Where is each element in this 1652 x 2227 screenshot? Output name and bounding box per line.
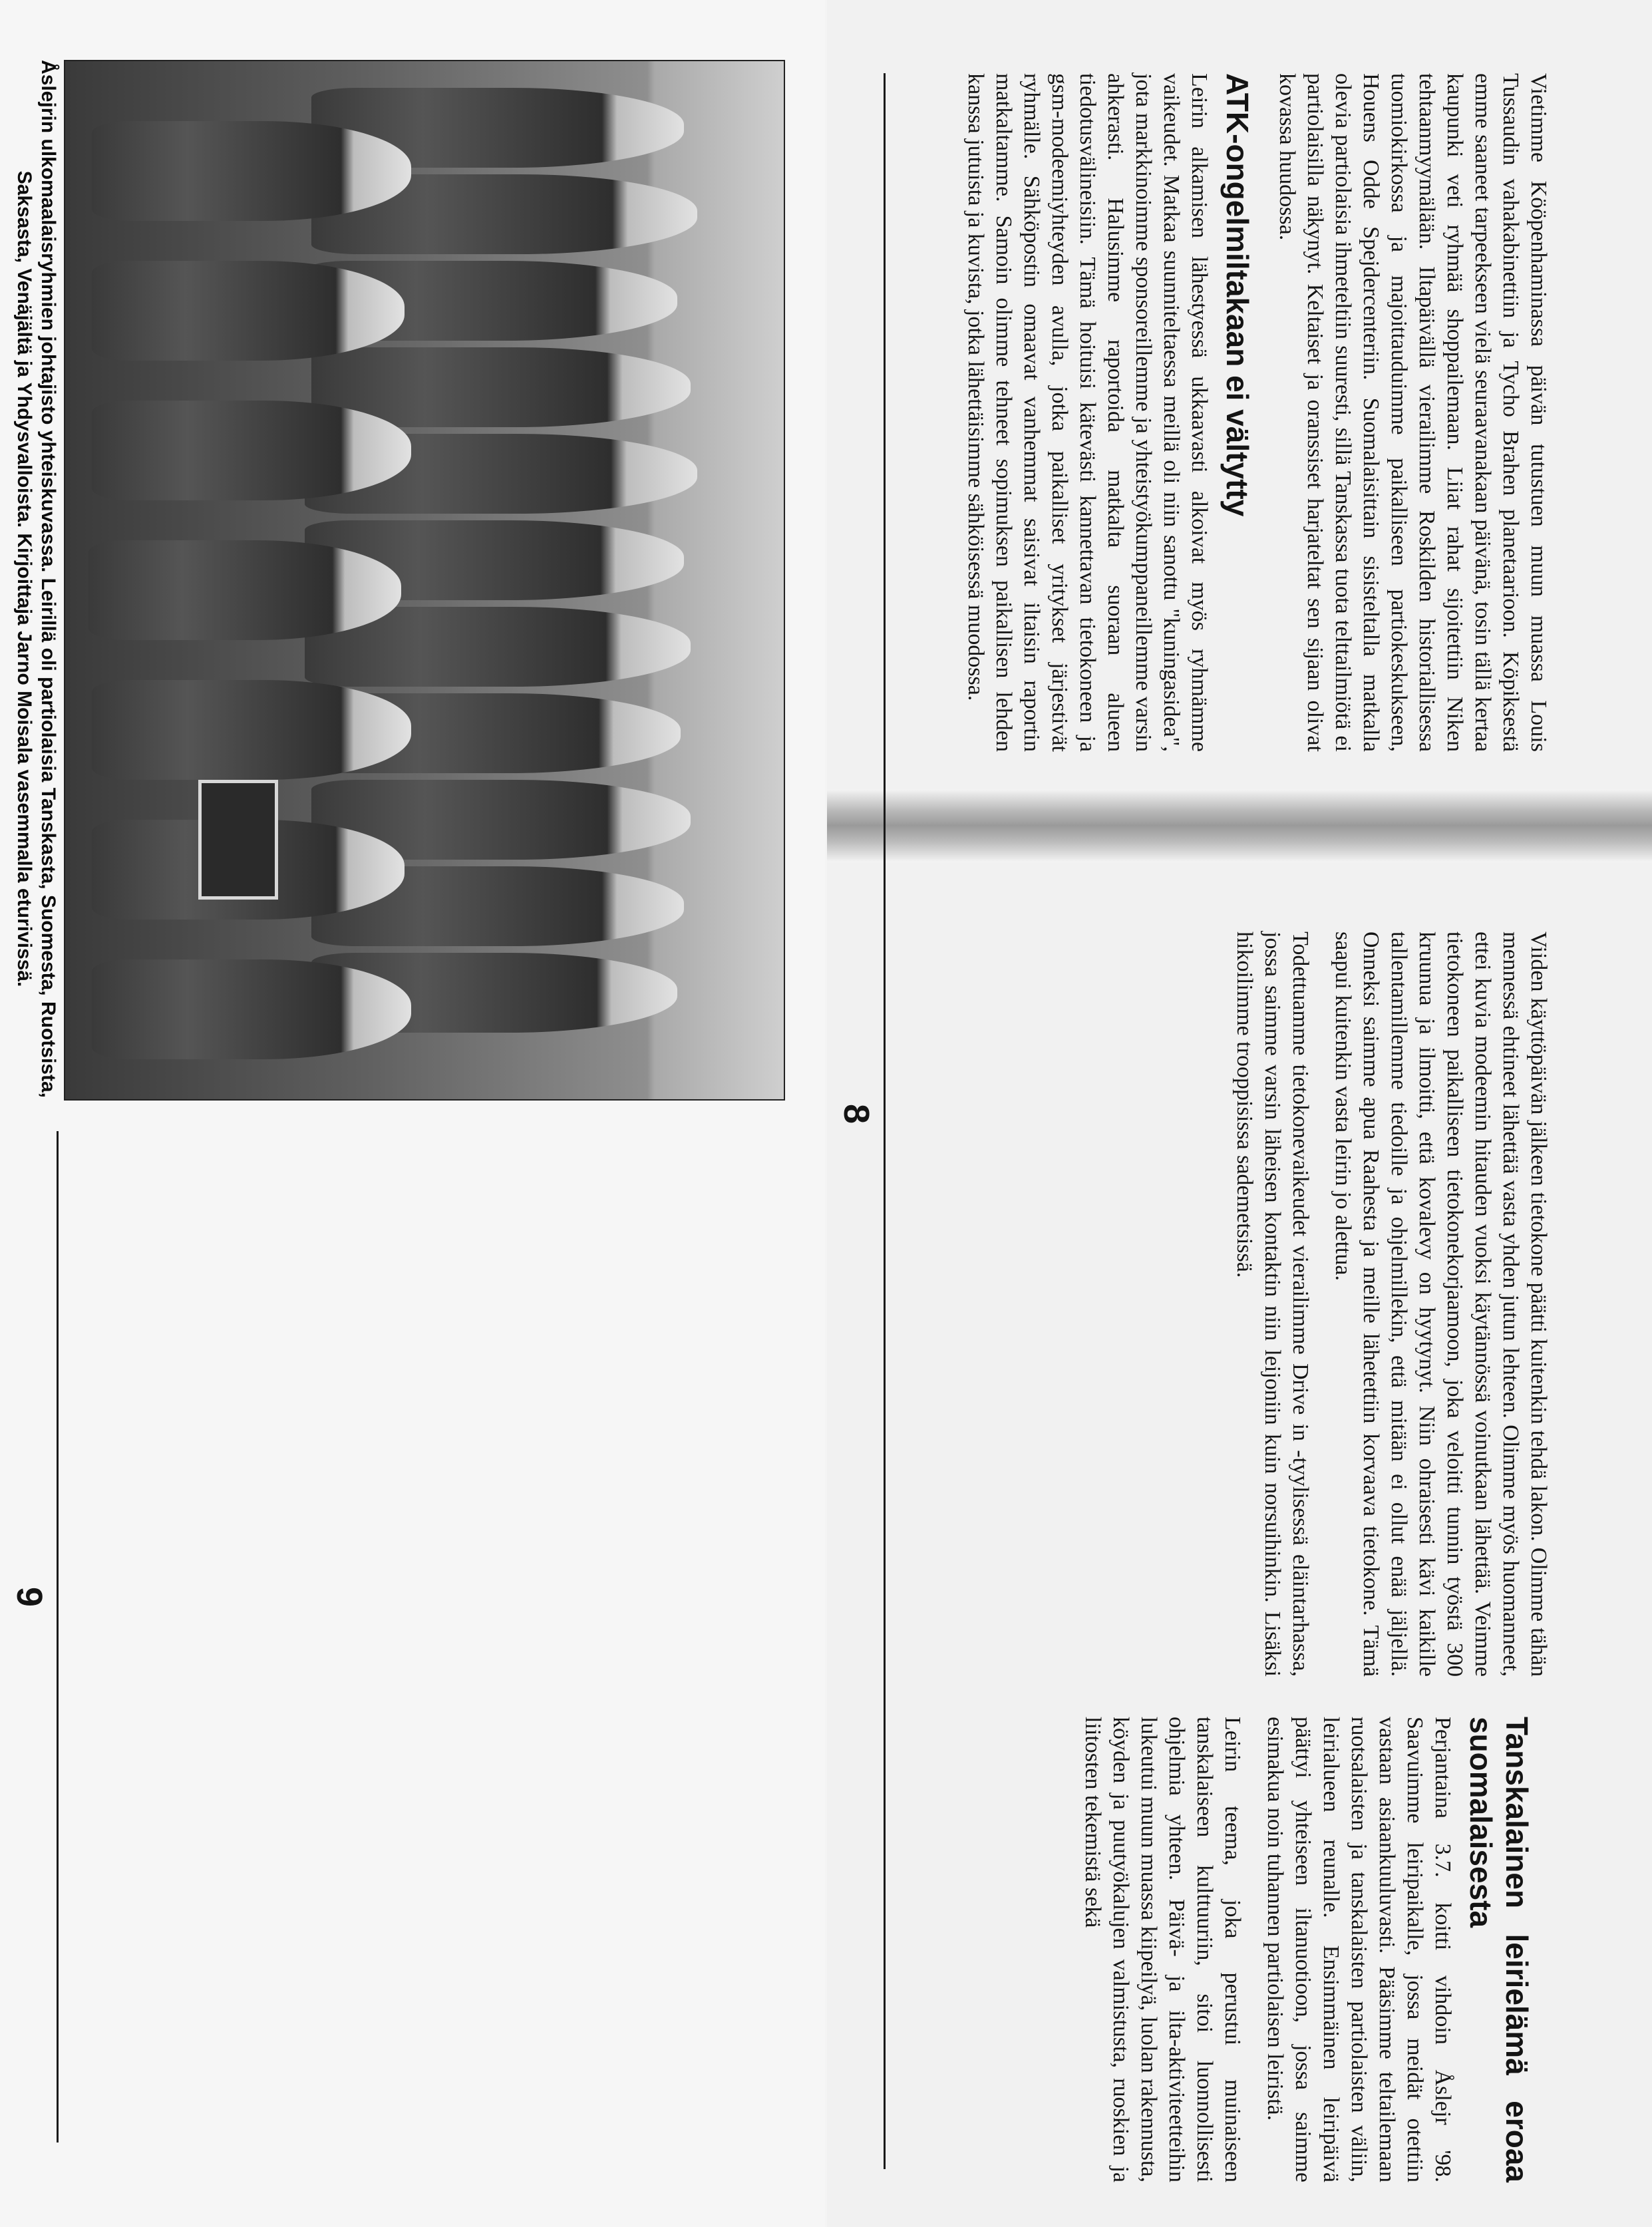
section-1-paragraph-3: Todettuamme tietokonevaikeudet vierailimme Drive in -tyylisessä eläintarhassa, jossa saimme varsin läheisen kontaktin niin leijoniin kuin norsuihinkin. Lisäksi hikoilimme trooppisissa sademetsissä. [1232,932,1313,1677]
section-heading-atk: ATK-ongelmiltakaan ei vältytty [1220,73,1255,517]
photo-caption: Åslejrin ulkomaalaisryhmien johtajisto yhteiskuvassa. Leirillä oli partiolaisia Tanskasta, Suomesta, Ruotsista, Saksasta, Venäjältä ja Yhdysvalloista. Kirjoittaja Jarno Moisala vasemmalla eturivissä. [13,60,59,1098]
photo-person [92,121,411,221]
intro-paragraph: Vietimme Kööpenhaminassa päivän tutustuen muun muassa Louis Tussaudin vahakabinettiin ja Tycho Brahen planetaarioon. Köpiksestä emme saaneet tarpeekseen vielä seuraavanakaan päivänä, tosin tällä kertaa kaupunki veti ryhmää shoppailemaan. Liiat rahat sijoitettiin Niken tehtaanmyymälään. Iltapäivällä vierailimme Roskilden historiallisessa tuomiokirkossa ja majoittauduimme paikalliseen partiokeskukseen, Houens Odde Spejdercenteriin. Suomalaisittain sisisteltalla matkalla olevia partiolaisia ihmeteltiin suuresti, sillä Tanskassa tuota telttailmiötä ei partiolaisilla näkynyt. Keltaiset ja oranssiset harjateltat sen sijaan olivat kovassa huudossa. [1275,73,1551,752]
photo-person [92,401,411,500]
page-8-column-1 [947,73,1552,752]
photo-sign-board [198,780,278,900]
section-2-paragraph-2: Leirin teema, joka perustui muinaiseen tanskalaiseen kulttuuriin, sitoi luonnollisesti ohjelmia yhteen. Päivä- ja ilta-aktiviteetteihin lukeutui muun muassa kiipeilyä, luolan rakennusta, köyden ja puutyökalujen valmistusta, ruoskien ja liitosten tekemistä sekä [1080,1717,1245,2182]
photo-person [92,959,411,1059]
section-1-paragraph-2: Viiden käyttöpäivän jälkeen tietokone päätti kuitenkin tehdä lakon. Olimme tähän mennessä ehtineet lähettää vasta yhden jutun lehteen. Olimme myös huomanneet, ettei kuvia modeemin hitauden vuoksi käytännössä voinutkaan lähettää. Veimme tietokoneen paikalliseen tietokonekorjaamoon, joka veloitti tunnin työstä 300 kruunua ja ilmoitti, että kovalevy on hyytynyt. Niin ohraisesti kävi kaikille tallentamillemme tiedoille ja ohjelmillekin, että mitään ei ollut enää jäljellä. Onneksi saimme apua Raahesta ja meille lähetettiin korvaava tietokone. Tämä saapui kuitenkin vasta leirin jo alettua. [1331,932,1551,1677]
section-heading-tanska: Tanskalainen leirielämä eroaa suomalaisesta [1464,1717,1534,2182]
page-8-column-2 [1216,932,1552,1677]
photo-person [92,261,405,361]
page-9-footer-rule [57,1131,59,2142]
group-photo [64,60,785,1101]
page-number-9: 9 [9,1586,49,1608]
binding-gutter [827,789,1652,862]
page-number-8: 8 [836,1103,876,1124]
page-9 [0,0,825,2227]
section-1-paragraph-1: Leirin alkamisen lähestyessä ukkaavasti alkoivat myös ryhmämme vaikeudet. Matkaa suunniteltaessa meillä oli niin sanottu "kuningasidea", jota markkinoimme sponsoreillemme ja yhteistyökumppaneillemme varsin ahkerasti. Halusimme raportoida matkalta suoraan alueen tiedotusvälineisiin. Tämä hoituisi kätevästi kannettavan tietokoneen ja gsm-modeemiyhteyden avulla, jotka paikalliset yritykset järjestivät ryhmälle. Sähköpostin omaavat vanhemmat saisivat iltaisin raportin matkaltamme. Samoin olimme tehneet sopimuksen paikallisen lehden kanssa jutuista ja kuvista, jotka lähettäisimme sähköisessä muodossa. [963,73,1212,752]
page-8-footer-rule [884,73,886,2169]
section-2-paragraph-1: Perjantaina 3.7. koitti vihdoin Åslejr '98. Saavuimme leiripaikalle, jossa meidät otettiin vastaan asiaankuuluvasti. Pääsimme teltailemaan ruotsalaisten ja tanskalaisten partiolaisten väliin, leirialueen reunalle. Ensimmäinen leiripäivä päättyi yhteiseen iltanuotioon, jossa saimme esimakua noin tuhannen partiolaisen leiristä. [1263,1717,1455,2182]
page-8 [827,0,1652,2227]
photo-person [92,680,411,780]
page-8-column-3 [1064,1717,1552,2182]
photo-person [88,540,401,640]
